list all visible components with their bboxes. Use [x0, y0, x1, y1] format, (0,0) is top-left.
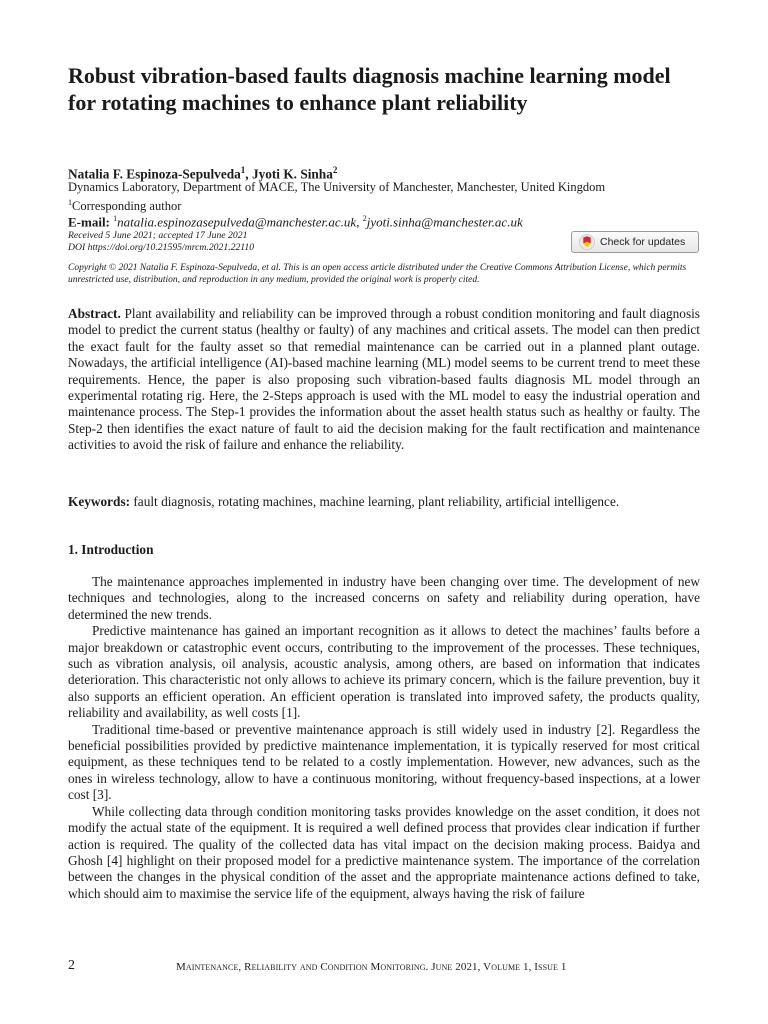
author-sup: 1	[240, 165, 246, 175]
keywords	[68, 494, 700, 510]
section-heading: 1. Introduction	[68, 542, 154, 557]
received-line: Received 5 June 2021; accepted 17 June 2021	[68, 230, 248, 241]
keywords-text: fault diagnosis, rotating machines, machine learning, plant reliability, artificial intelligence.	[133, 494, 620, 509]
paragraph: While collecting data through condition monitoring tasks provides knowledge on the asset condition, it does not modify the actual state of the equipment. It is required a well defined process that provides clear indication if further action is required. The quality of the collected data has vital impact on the decision making process. Baidya and Ghosh [4] highlight on their proposed model for a predictive maintenance system. The importance of the correlation between the changes in the physical condition of the asset and the appropriate maintenance actions defined to take, which should aim to maximise the service life of the equipment, always having the risk of failure	[68, 803, 700, 901]
email-link[interactable]: jyoti.sinha@manchester.ac.uk	[366, 214, 523, 230]
author-sup: 2	[332, 165, 338, 175]
publication-dates	[68, 230, 528, 254]
affiliation: Dynamics Laboratory, Department of MACE, The University of Manchester, Manchester, United Kingdom	[68, 180, 606, 194]
corresponding-sup: 1	[68, 198, 72, 207]
paragraph: Traditional time-based or preventive maintenance approach is still widely used in industry [2]. Regardless the beneficial possibilities provided by predictive maintenance implementation, it is typically reserved for most critical equipment, as these techniques tend to be related to a costly implementation. However, new advances, such as the ones in wireless technology, allow to have a continuous monitoring, without frequency-based inspections, at a lower cost [3].	[68, 721, 700, 803]
author-name: Jyoti K. Sinha	[251, 166, 333, 182]
check-for-updates-label: Check for updates	[600, 236, 686, 248]
author-name: Natalia F. Espinoza-Sepulveda	[68, 166, 241, 182]
paragraph: Predictive maintenance has gained an important recognition as it allows to detect the machines’ faults before a major breakdown or catastrophic event occurs, contributing to the improvement of the processes. These techniques, such as vibration analysis, oil analysis, acoustic analysis, among others, are based on information that indicates deterioration. This characteristic not only allows to achieve its primary concern, which is the failure prevention, buy it also supports an efficient operation. An efficient operation is translated into improved safety, the products quality, reliability and availability, as well costs [1].	[68, 623, 700, 721]
email-line: E-mail: $^1$natalia.espinozasepulveda@manchester.ac.uk, $^2$jyoti.sinha@manchester.ac.uk	[68, 214, 523, 230]
introduction-body	[68, 574, 700, 902]
paper-title: Robust vibration-based faults diagnosis machine learning model for rotating machines to enhance plant reliability	[68, 63, 671, 115]
crossmark-icon	[579, 234, 595, 250]
email-sup: 2	[362, 214, 367, 223]
author-separator: ,	[245, 166, 252, 182]
email-link[interactable]: natalia.espinozasepulveda@manchester.ac.uk	[117, 214, 357, 230]
corresponding-text: Corresponding author	[72, 199, 182, 214]
keywords-label: Keywords:	[68, 494, 131, 509]
copyright-notice: Copyright © 2021 Natalia F. Espinoza-Sepulveda, et al. This is an open access article distributed under the Creative Commons Attribution License, which permits unrestricted use, distribution, and reproduction in any medium, provided the original work is properly cited.	[68, 263, 687, 285]
email-label: E-mail:	[68, 214, 110, 230]
doi-link[interactable]: DOI https://doi.org/10.21595/mrcm.2021.22110	[68, 242, 255, 253]
page-number: 2	[68, 958, 75, 973]
paragraph: The maintenance approaches implemented in industry have been changing over time. The development of new techniques and technologies, along to the increased concerns on safety and reliability during operation, have determined the new trends.	[68, 574, 700, 622]
abstract-label: Abstract.	[68, 306, 121, 321]
abstract	[68, 306, 700, 454]
check-for-updates-button[interactable]	[571, 231, 699, 253]
abstract-text: Plant availability and reliability can be improved through a robust condition monitoring and fault diagnosis model to predict the current status (healthy or faulty) of any machines and critical assets. The model can then predict the exact fault for the faulty asset so that remedial maintenance can be carried out in a planned plant outage. Nowadays, the artificial intelligence (AI)-based machine learning (ML) model seems to be current trend to meet these requirements. Hence, the paper is also proposing such vibration-based faults diagnosis ML model through an experimental rotating rig. Here, the 2-Steps approach is used with the ML model to easy the industrial operation and maintenance process. The Step-1 provides the information about the asset health status such as healthy or faulty. The Step-2 then identifies the exact nature of fault to aid the decision making for the fault rectification and maintenance activities to avoid the risk of failure and enhance the reliability.	[68, 306, 700, 453]
running-footer: Maintenance, Reliability and Condition Monitoring. June 2021, Volume 1, Issue 1	[176, 961, 567, 973]
affiliation-block	[68, 180, 708, 214]
email-sup: 1	[113, 214, 118, 223]
